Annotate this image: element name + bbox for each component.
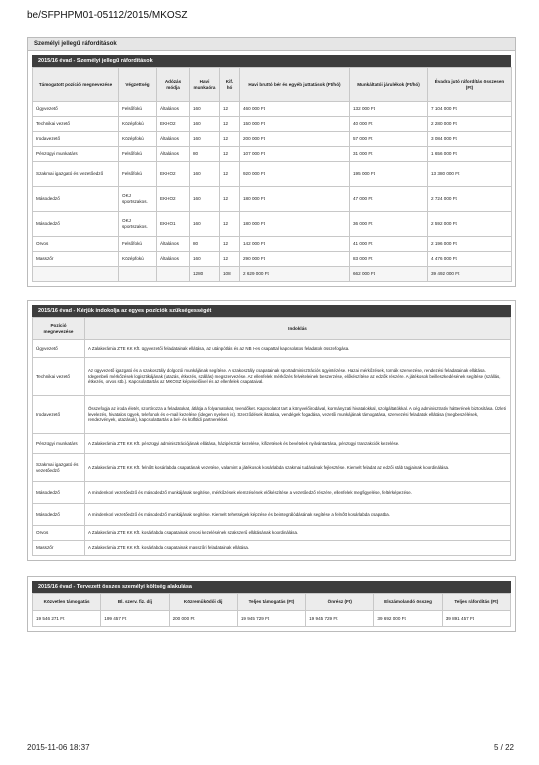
- total-months: 108: [220, 267, 240, 282]
- cell: EKHO1: [157, 212, 190, 237]
- cell: A mindenkori vezetőedző és másodedző munkájának segítése, mérkőzések elemzésének előkészítése a vezetőedző részére, ellenfelek megfigyelése, feltérképezése.: [85, 482, 511, 504]
- cell: Általános: [157, 102, 190, 117]
- cell: 150 000 Ft: [240, 117, 350, 132]
- cell: Orvos: [33, 526, 85, 541]
- col-header-position: Támogatott pozíció megnevezése: [33, 68, 119, 102]
- cell: A mindenkori vezetőedző és másodedző munkájának segítése. Kiemelt tehetségek képzése és beintegrálódásának segítése a felnőtt kosárlabda csapatba.: [85, 504, 511, 526]
- cell: 160: [190, 132, 220, 147]
- cell: 41 000 Ft: [350, 237, 428, 252]
- cell: 12: [220, 162, 240, 187]
- footer-page-number: 5 / 22: [493, 743, 514, 752]
- total-contrib: 662 000 Ft: [350, 267, 428, 282]
- cell: A Zalakerámia ZTE KK Kft. kosárlabda csapatainak orvosi kezelésének szakszerű ellátásának koordinálása.: [85, 526, 511, 541]
- cell: Másodedző: [33, 212, 119, 237]
- total-gross: 2 629 000 Ft: [240, 267, 350, 282]
- cell: 460 000 Ft: [240, 102, 350, 117]
- cell: Masszőr: [33, 252, 119, 267]
- col-header-own-share: Önrész (Ft): [306, 594, 374, 611]
- cell: OKJ sportszakos.: [119, 212, 157, 237]
- cell: [157, 267, 190, 282]
- personnel-bar-title: 2015/16 évad - Személyi jellegű ráfordítások: [32, 55, 511, 67]
- summary-bar-title: 2015/16 évad - Tervezett összes személyi költség alakulása: [32, 581, 511, 593]
- table-row: [33, 162, 512, 187]
- cell: 12: [220, 117, 240, 132]
- cell: Felsőfokú: [119, 237, 157, 252]
- col-header-full-cost: Teljes ráfordítás (Ft): [442, 594, 510, 611]
- cell: Pénzügyi munkatárs: [33, 147, 119, 162]
- cell: Középfokú: [119, 252, 157, 267]
- cell: Technikai vezető: [33, 358, 85, 396]
- cell: [33, 267, 119, 282]
- table-row: [33, 212, 512, 237]
- table-row: [33, 237, 512, 252]
- personnel-section: [27, 37, 516, 287]
- cell: 2 592 000 Ft: [428, 212, 512, 237]
- cell: 36 000 Ft: [350, 212, 428, 237]
- cell: Általános: [157, 147, 190, 162]
- cell: 3 084 000 Ft: [428, 132, 512, 147]
- cell: 180 000 Ft: [240, 212, 350, 237]
- cell: 160: [190, 187, 220, 212]
- cell: Irodavezető: [33, 132, 119, 147]
- cell: 160: [190, 162, 220, 187]
- table-row: [33, 482, 511, 504]
- cell: 12: [220, 102, 240, 117]
- table-row: [33, 187, 512, 212]
- total-hours: 1280: [190, 267, 220, 282]
- cell: 40 000 Ft: [350, 117, 428, 132]
- col-header-months: Kif. hó: [220, 68, 240, 102]
- section-title: Személyi jellegű ráfordítások: [28, 38, 515, 51]
- cell: 142 000 Ft: [240, 237, 350, 252]
- col-header-hours: Havi munkaóra: [190, 68, 220, 102]
- cell: Szakmai igazgató és vezetőedző: [33, 162, 119, 187]
- cell: 199 457 Ft: [101, 611, 169, 627]
- table-row: [33, 340, 511, 358]
- table-row: [33, 526, 511, 541]
- table-row: [33, 132, 512, 147]
- cell: Az ügyvezető igazgató és a szakosztály dolgozói munkájának segítése. A szakosztály csapatainak sportadminisztrációs ügyintézése. Hazai mérkőzések, tornák szervezése, rendezési feladatainak ellátása. Idegenbeli mérkőzések logisztikájának (utazás, étkezés, szállás) megszervezése. Az ellenfelek mérkőzés felvételeinek beszerzése, előkészítése az edzők részére. A játékosok beilleszkedésének segítése (szállás, étkezés, orvos stb.). Kapcsolattartás az MKOSZ képviselőivel és az ellenfelek csapataival.: [85, 358, 511, 396]
- cell: 39 692 000 Ft: [374, 611, 442, 627]
- cell: 57 000 Ft: [350, 132, 428, 147]
- col-header-gross: Havi bruttó bér és egyéb juttatások (Ft/hó): [240, 68, 350, 102]
- cell: 4 476 000 Ft: [428, 252, 512, 267]
- cell: 12: [220, 147, 240, 162]
- cell: Pénzügyi munkatárs: [33, 434, 85, 454]
- col-header-contrib: Munkáltatói járulékok (Ft/hó): [350, 68, 428, 102]
- cell: 160: [190, 102, 220, 117]
- col-header-total: Évadra jutó ráfordítás összesen (Ft): [428, 68, 512, 102]
- col-header-accountable: Elszámolandó összeg: [374, 594, 442, 611]
- cell: 19 945 729 Ft: [306, 611, 374, 627]
- cell: 160: [190, 117, 220, 132]
- table-row: [33, 358, 511, 396]
- cell: 7 104 000 Ft: [428, 102, 512, 117]
- footer-date: 2015-11-06 18:37: [27, 743, 90, 752]
- cell: 200 000 Ft: [169, 611, 237, 627]
- table-row: [33, 504, 511, 526]
- cell: 13 380 000 Ft: [428, 162, 512, 187]
- table-row: [33, 611, 511, 627]
- col-header-justification: Indoklás: [85, 318, 511, 340]
- cell: Ügyvezető: [33, 340, 85, 358]
- cell: 160: [190, 252, 220, 267]
- cell: 12: [220, 237, 240, 252]
- cell: Középfokú: [119, 117, 157, 132]
- cell: Felsőfokú: [119, 162, 157, 187]
- cell: Általános: [157, 252, 190, 267]
- table-row: [33, 252, 512, 267]
- table-row: [33, 454, 511, 482]
- cell: Középfokú: [119, 132, 157, 147]
- col-header-tax: Adózás módja: [157, 68, 190, 102]
- cell: Általános: [157, 132, 190, 147]
- cell: 83 000 Ft: [350, 252, 428, 267]
- cell: Másodedző: [33, 482, 85, 504]
- cell: Másodedző: [33, 504, 85, 526]
- table-row: [33, 117, 512, 132]
- col-header-full-support: Teljes támogatás (Ft): [237, 594, 305, 611]
- cell: Masszőr: [33, 541, 85, 556]
- cell: Felsőfokú: [119, 147, 157, 162]
- cell: 107 000 Ft: [240, 147, 350, 162]
- cell: Felsőfokú: [119, 102, 157, 117]
- table-row: [33, 147, 512, 162]
- col-header-direct-support: Közvetlen támogatás: [33, 594, 101, 611]
- table-row: [33, 434, 511, 454]
- cell: 19 945 729 Ft: [237, 611, 305, 627]
- cell: 200 000 Ft: [240, 132, 350, 147]
- cell: Ügyvezető: [33, 102, 119, 117]
- cell: 2 196 000 Ft: [428, 237, 512, 252]
- document-title: be/SFPHPM01-05112/2015/MKOSZ: [27, 10, 188, 21]
- cell: 80: [190, 147, 220, 162]
- summary-table: [32, 593, 511, 627]
- table-row: [33, 396, 511, 434]
- cell: EKHO2: [157, 162, 190, 187]
- cell: [119, 267, 157, 282]
- cell: Technikai vezető: [33, 117, 119, 132]
- cell: 180 000 Ft: [240, 187, 350, 212]
- cell: Szakmai igazgató és vezetőedző: [33, 454, 85, 482]
- cell: 132 000 Ft: [350, 102, 428, 117]
- cell: 12: [220, 252, 240, 267]
- cell: 12: [220, 187, 240, 212]
- justification-section: [27, 300, 516, 561]
- cell: Összefogja az iroda életét, szortírozza a feladatokat, átlátja a folyamatokat, teendőket. Kapcsolatot tart a könyvelőirodával, kormányzati hivatalokkal, szolgáltatókkal. A cég adminisztratív hátterének biztosítása. Üzleti levelezés, hivatalos ügyek, telefonok és e-mail kezelése (idegen nyelven is). Szerződések iktatása, vendégek fogadása, vezetői munkájának támogatása, szervezési feladatok ellátása (megbeszélések, rendezvények, utazások), kapcsolattartás a bel- és külföldi partnerekkel.: [85, 396, 511, 434]
- cell: A Zalakerámia ZTE KK Kft. felnőtt kosárlabda csapatának vezetése, valamint a játékosok kosárlabda szakmai tudásának fejlesztése. Kiemelt feladat az edzői stáb tagjainak koordinálása.: [85, 454, 511, 482]
- cell: A Zalakerámia ZTE KK Kft. ügyvezetői feladatainak ellátása, az utánpótlás és az NB I-es csapattal kapcsolatos feladatok összefogása.: [85, 340, 511, 358]
- cell: EKHO2: [157, 187, 190, 212]
- cell: Orvos: [33, 237, 119, 252]
- cell: Másodedző: [33, 187, 119, 212]
- table-row: [33, 102, 512, 117]
- cell: 2 724 000 Ft: [428, 187, 512, 212]
- cell: 80: [190, 237, 220, 252]
- cell: 47 000 Ft: [350, 187, 428, 212]
- cell: Irodavezető: [33, 396, 85, 434]
- personnel-table: [32, 67, 512, 282]
- justification-bar-title: 2015/16 évad - Kérjük indokolja az egyes pozíciók szükségességét: [32, 305, 511, 317]
- cell: 160: [190, 212, 220, 237]
- cell: 39 891 457 Ft: [442, 611, 510, 627]
- cell: 12: [220, 212, 240, 237]
- col-header-education: Végzettség: [119, 68, 157, 102]
- cell: 920 000 Ft: [240, 162, 350, 187]
- cell: 19 546 271 Ft: [33, 611, 101, 627]
- summary-section: [27, 576, 516, 632]
- total-sum: 39 492 000 Ft: [428, 267, 512, 282]
- col-header-fee: Bl. szerv. fiz. díj: [101, 594, 169, 611]
- cell: 2 280 000 Ft: [428, 117, 512, 132]
- justification-table: [32, 317, 511, 556]
- col-header-contributor-fee: Közreműködői díj: [169, 594, 237, 611]
- cell: 31 000 Ft: [350, 147, 428, 162]
- cell: 195 000 Ft: [350, 162, 428, 187]
- cell: 290 000 Ft: [240, 252, 350, 267]
- cell: A Zalakerámia ZTE KK Kft. pénzügyi adminisztrációjának ellátása, házipénztár kezelése, kifizetések és bevételek nyilvántartása, pénzügyi tranzakciók kezelése.: [85, 434, 511, 454]
- cell: A Zalakerámia ZTE KK Kft. kosárlabda csapatainak masszőri feladatainak ellátása.: [85, 541, 511, 556]
- cell: OKJ sportszakos.: [119, 187, 157, 212]
- col-header-position: Pozíció megnevezése: [33, 318, 85, 340]
- cell: EKHO2: [157, 117, 190, 132]
- total-row: [33, 267, 512, 282]
- table-row: [33, 541, 511, 556]
- cell: 12: [220, 132, 240, 147]
- cell: 1 656 000 Ft: [428, 147, 512, 162]
- cell: Általános: [157, 237, 190, 252]
